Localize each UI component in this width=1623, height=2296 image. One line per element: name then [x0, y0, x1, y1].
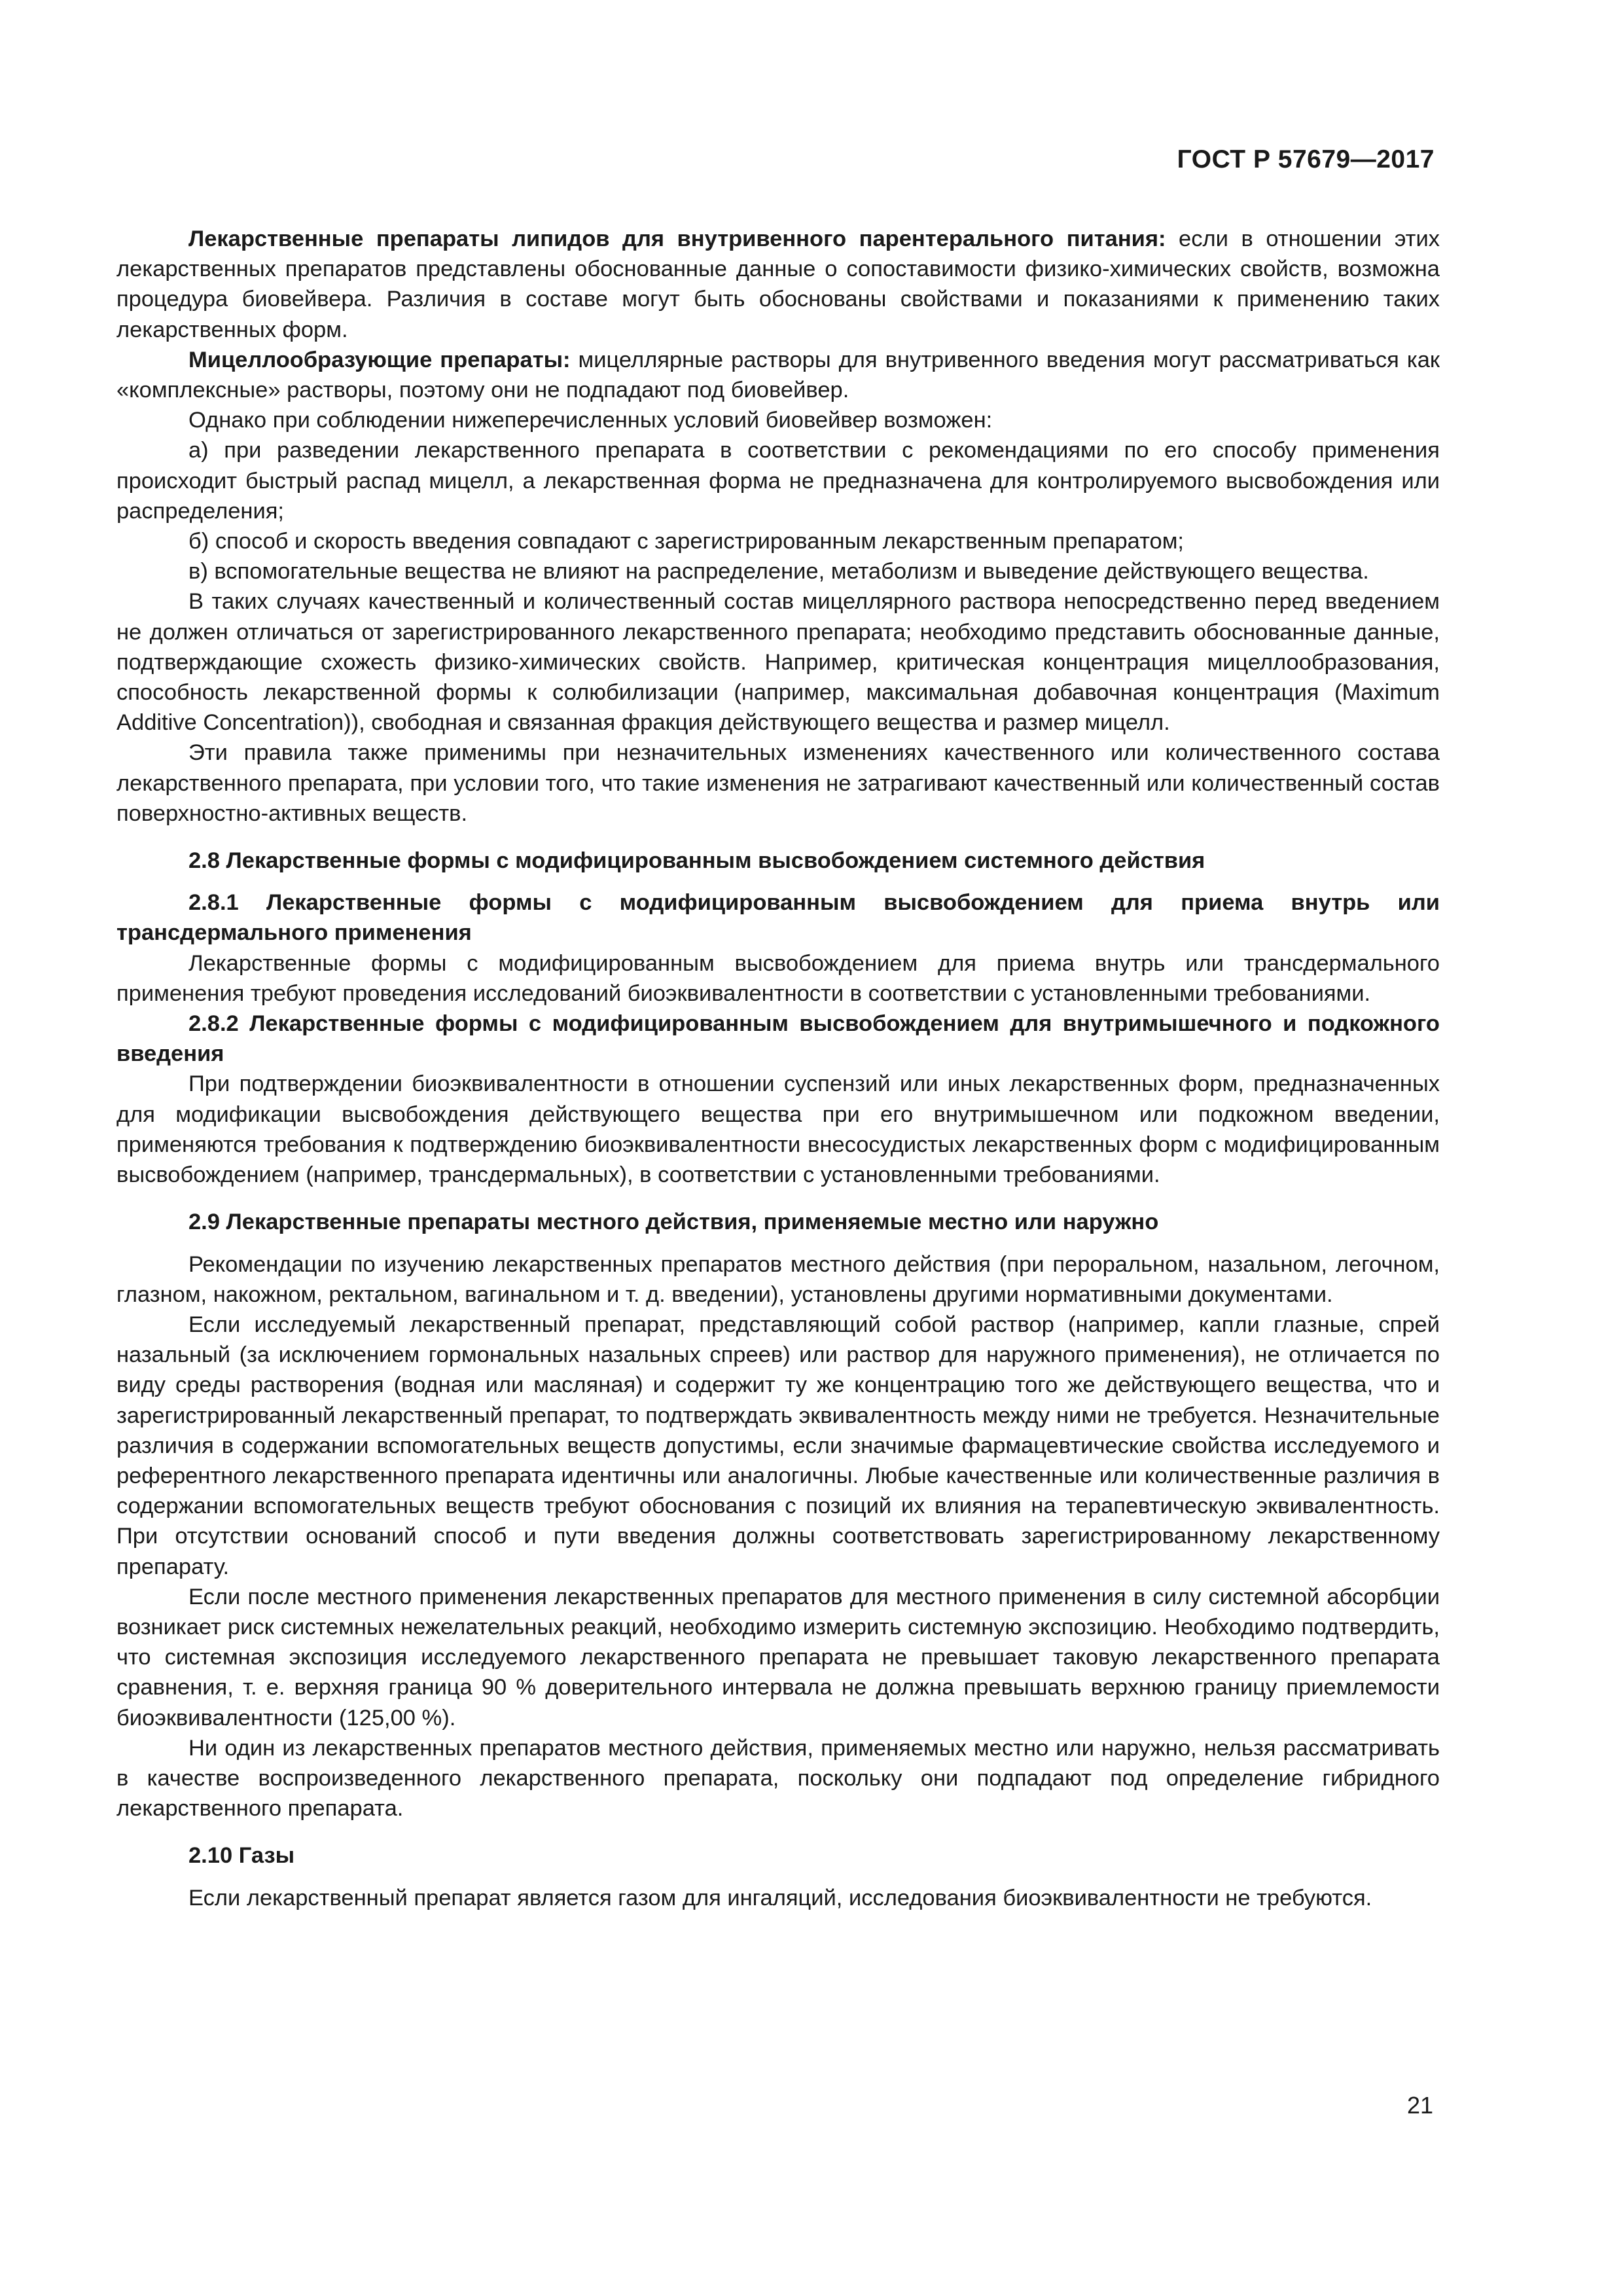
paragraph-rules: Эти правила также применимы при незначительных изменениях качественного или количественного состава лекарственного препарата, при условии того, что такие изменения не затрагивают качественный или количественный состав поверхностно-активных веществ. — [116, 740, 1440, 826]
paragraph-systemic-exposure: Если после местного применения лекарственных препаратов для местного применения в силу системной абсорбции возникает риск системных нежелательных реакций, необходимо измерить системную экспозицию. Необходимо подтвердить, что системная экспозиция исследуемого лекарственного препарата не превышает таковую лекарственного препарата сравнения, т. е. верхняя граница 90 % доверительного интервала не должна превышать верхнюю границу приемлемости биоэквивалентности (125,00 %). — [116, 1584, 1440, 1731]
list-item-a: а) при разведении лекарственного препарата в соответствии с рекомендациями по его способу применения происходит быстрый распад мицелл, а лекарственная форма не предназначена для контролируемого высвобождения или распределения; — [116, 438, 1440, 524]
term-micelles: Мицеллообразующие препараты: — [188, 347, 571, 372]
paragraph-solution: Если исследуемый лекарственный препарат, представляющий собой раствор (например, капли глазные, спрей назальный (за исключением гормональных назальных спреев) или раствор для наружного применения), не отличается по виду среды растворения (водная или масляная) и содержит ту же концентрацию того же действующего вещества, что и зарегистрированный лекарственный препарат, то подтверждать эквивалентность между ними не требуется. Незначительные различия в содержании вспомогательных веществ допустимы, если значимые фармацевтические свойства исследуемого и референтного лекарственного препарата идентичны или аналогичны. Любые качественные или количественные различия в содержании вспомогательных веществ требуют обоснования с позиций их влияния на терапевтическую эквивалентность. При отсутствии оснований способ и пути введения должны соответствовать зарегистрированному лекарственному препарату. — [116, 1312, 1440, 1579]
paragraph-composition: В таких случаях качественный и количественный состав мицеллярного раствора непосредственно перед введением не должен отличаться от зарегистрированного лекарственного препарата; необходимо представить обоснованные данные, подтверждающие схожесть физико-химических свойств. Например, критическая концентрация мицеллообразования, способность лекарственной формы к солюбилизации (например, максимальная добавочная концентрация (Maximum Additive Concentration)), свободная и связанная фракция действующего вещества и размер мицелл. — [116, 589, 1440, 736]
section-heading-2-8-1: 2.8.1 Лекарственные формы с модифицированным высвобождением для приема внутрь или трансдермального применения — [116, 890, 1440, 946]
paragraph-local-recommendations: Рекомендации по изучению лекарственных препаратов местного действия (при пероральном, назальном, легочном, глазном, накожном, ректальном, вагинальном и т. д. введении), установлены другими нормативными документами. — [116, 1251, 1440, 1307]
paragraph-conditions-intro: Однако при соблюдении нижеперечисленных условий биовейвер возможен: — [188, 408, 993, 433]
paragraph-text: мицеллярные растворы для внутривенного введения могут рассматриваться как «комплексные» растворы, поэтому они не подпадают под биовейвер. — [116, 347, 1440, 403]
term-lipids: Лекарственные препараты липидов для внутривенного парентерального питания: — [188, 226, 1166, 251]
list-item-b: б) способ и скорость введения совпадают с зарегистрированным лекарственным препаратом; — [188, 529, 1184, 554]
paragraph-gases: Если лекарственный препарат является газом для ингаляций, исследования биоэквивалентности не требуются. — [188, 1885, 1372, 1910]
section-heading-2-8: 2.8 Лекарственные формы с модифицированным высвобождением системного действия — [188, 848, 1205, 874]
document-body — [116, 224, 1440, 1913]
list-item-c: в) вспомогательные вещества не влияют на распределение, метаболизм и выведение действующего вещества. — [188, 559, 1369, 584]
section-heading-2-10: 2.10 Газы — [188, 1843, 295, 1869]
paragraph-intramuscular: При подтверждении биоэквивалентности в отношении суспензий или иных лекарственных форм, предназначенных для модификации высвобождения действующего вещества при его внутримышечном или подкожном введении, применяются требования к подтверждению биоэквивалентности внесосудистых лекарственных форм с модифицированным высвобождением (например, трансдермальных), в соответствии с установленными требованиями. — [116, 1071, 1440, 1188]
paragraph-hybrid: Ни один из лекарственных препаратов местного действия, применяемых местно или наружно, нельзя рассматривать в качестве воспроизведенного лекарственного препарата, поскольку они подпадают под определение гибридного лекарственного препарата. — [116, 1735, 1440, 1821]
standard-designation: ГОСТ Р 57679—2017 — [1177, 145, 1435, 173]
section-heading-2-8-2: 2.8.2 Лекарственные формы с модифицированным высвобождением для внутримышечного и подкожного введения — [116, 1011, 1440, 1067]
paragraph-text: если в отношении этих лекарственных препаратов представлены обоснованные данные о сопоставимости физико-химических свойств, возможна процедура биовейвера. Различия в составе могут быть обоснованы свойствами и показаниями к применению таких лекарственных форм. — [116, 226, 1440, 342]
paragraph-micelles — [116, 345, 1440, 405]
paragraph-lipids — [116, 224, 1440, 345]
section-heading-2-9: 2.9 Лекарственные препараты местного действия, применяемые местно или наружно — [188, 1210, 1159, 1235]
page-number: 21 — [1406, 2092, 1433, 2119]
paragraph-oral-transdermal: Лекарственные формы с модифицированным высвобождением для приема внутрь или трансдермального применения требуют проведения исследований биоэквивалентности в соответствии с установленными требованиями. — [116, 950, 1440, 1006]
